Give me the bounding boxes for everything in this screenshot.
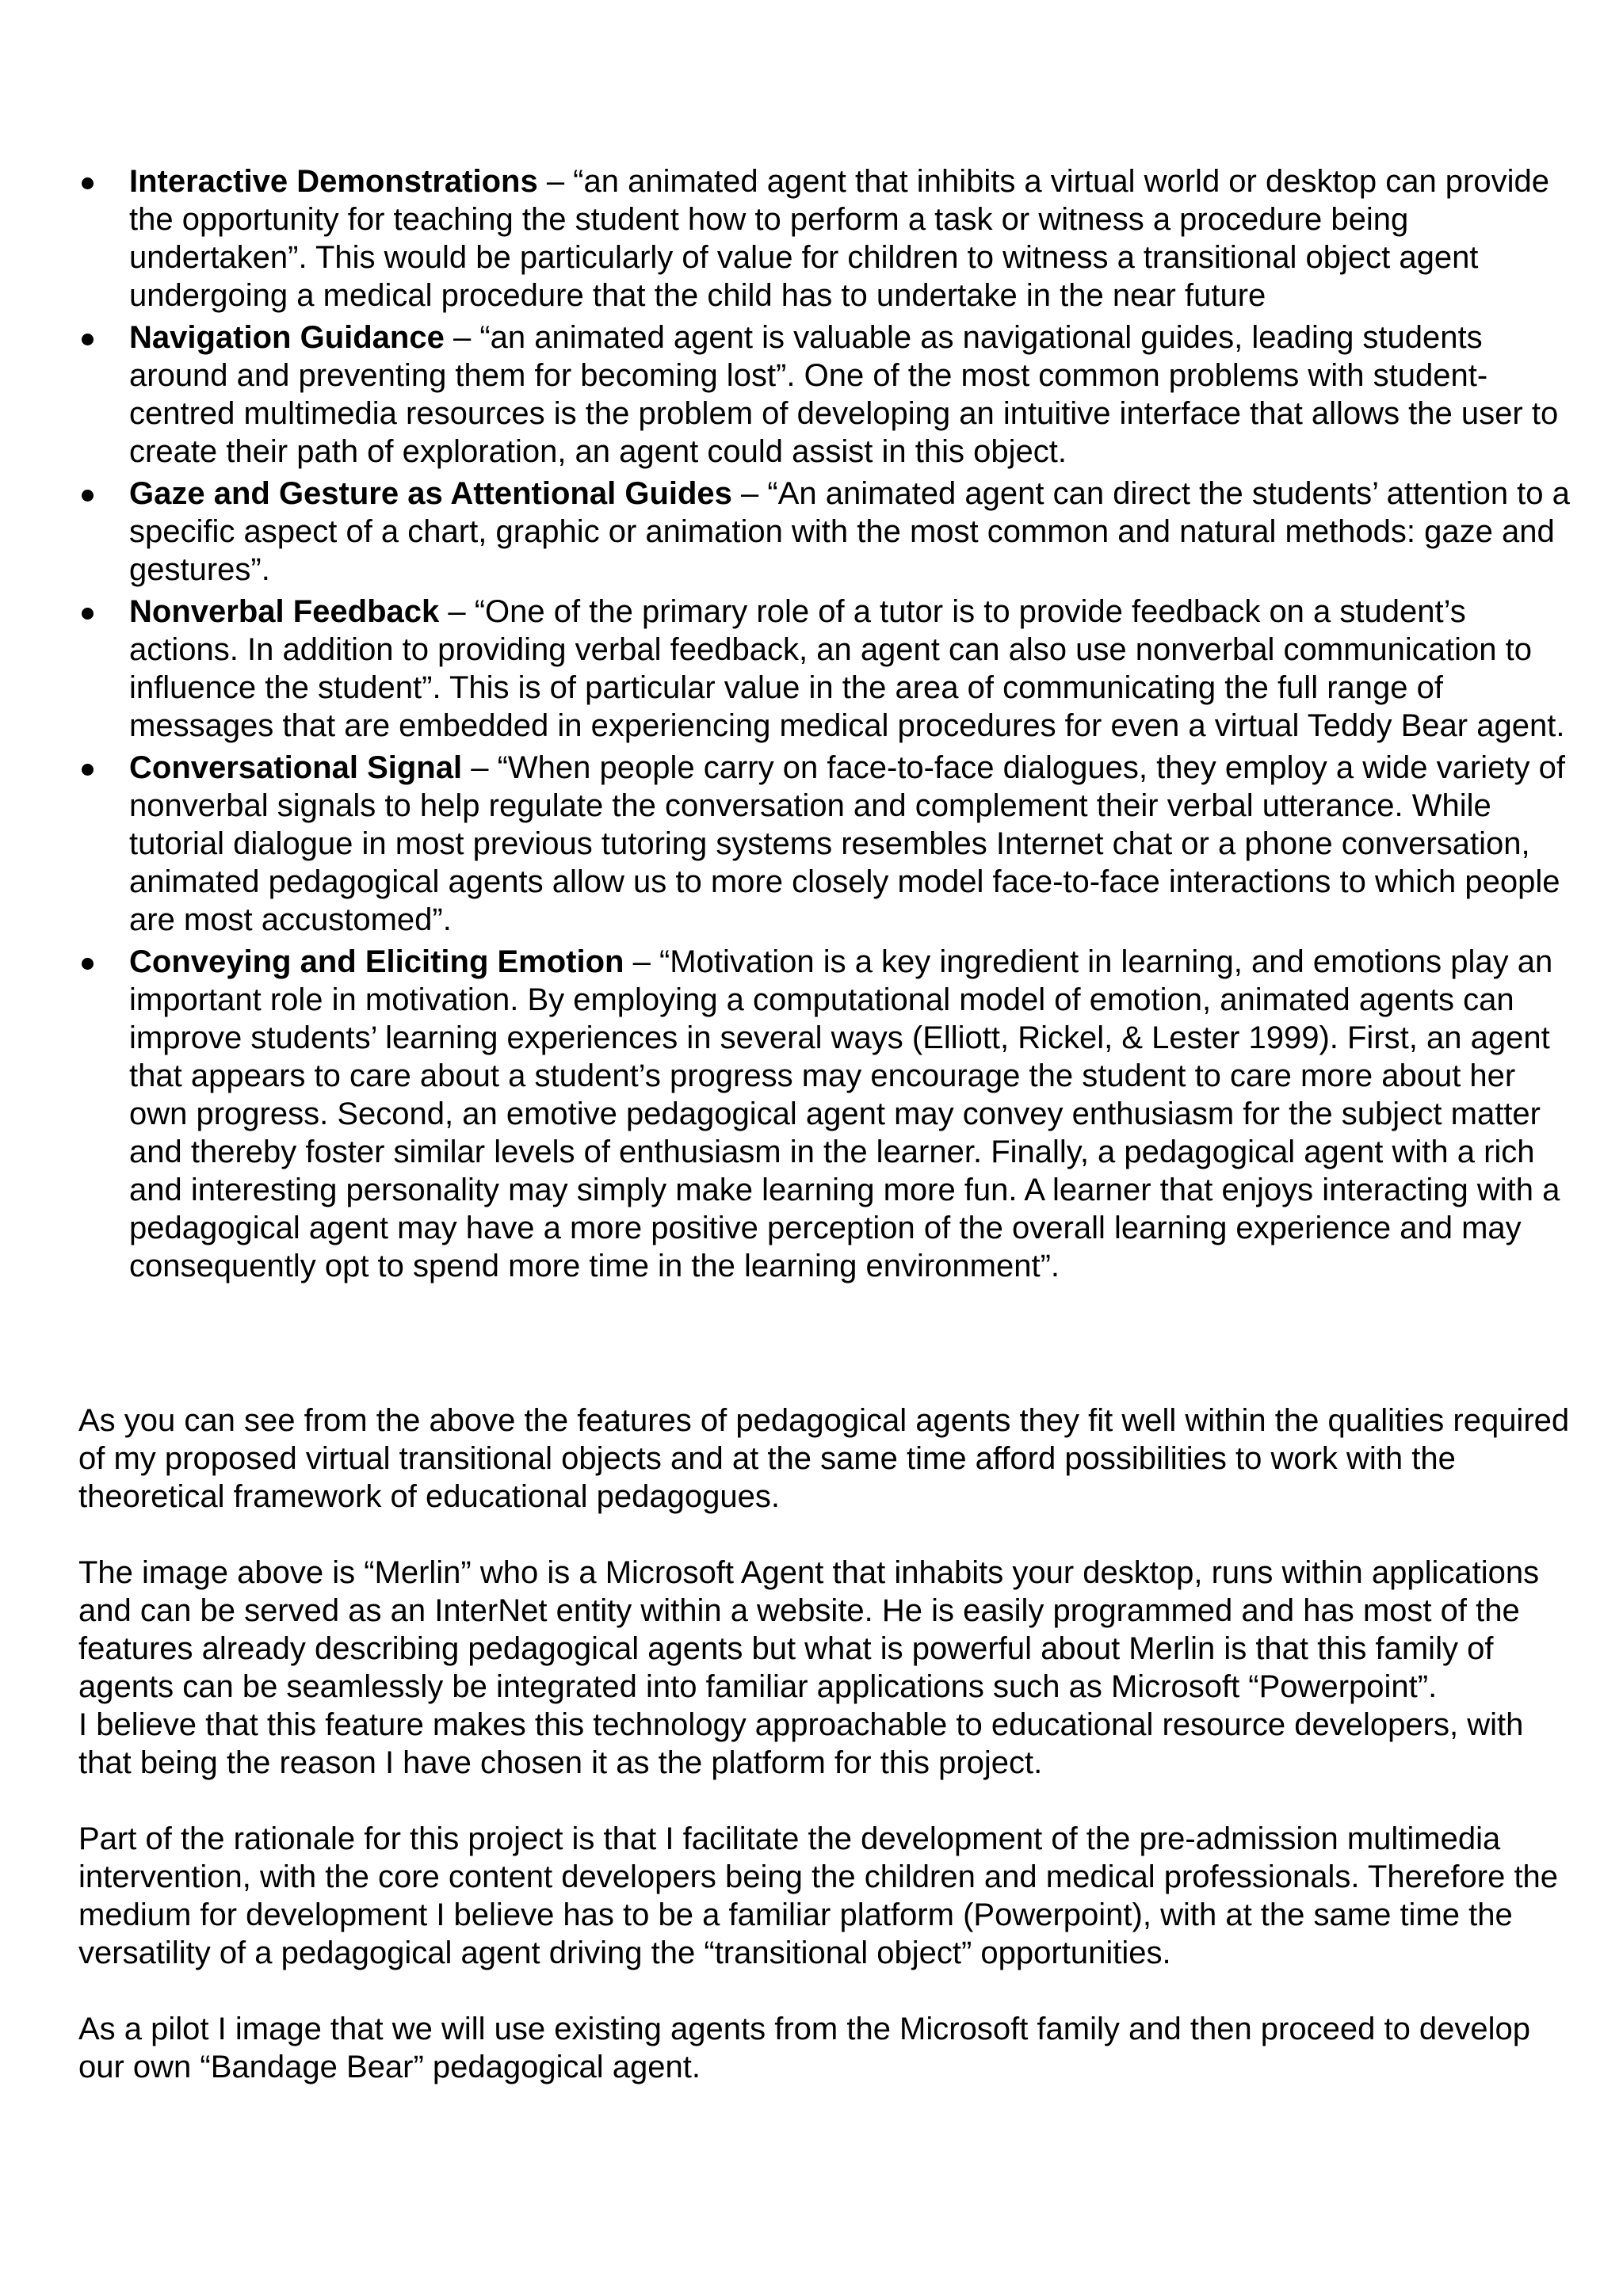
list-item-term: Conveying and Eliciting Emotion [129, 944, 624, 979]
list-item-conveying-emotion [129, 943, 1570, 1285]
list-item-gaze-and-gesture [129, 475, 1570, 589]
list-item-term: Navigation Guidance [129, 320, 445, 355]
agent-features-list [129, 162, 1570, 1289]
bullet-icon [82, 177, 94, 189]
list-item-conversational-signal [129, 749, 1570, 939]
list-item-text: – “An animated agent can direct the students’ attention to a specific aspect of a chart, graphic or animation with the most common and natural methods: gaze and gestures”. [129, 476, 1570, 587]
paragraph-pilot: As a pilot I image that we will use existing agents from the Microsoft family and then proceed to develop our own “Bandage Bear” pedagogical agent. [78, 2012, 1531, 2084]
list-item-term: Conversational Signal [129, 750, 463, 785]
list-item-term: Interactive Demonstrations [129, 164, 538, 199]
list-item-nonverbal-feedback [129, 593, 1570, 745]
list-item-term: Nonverbal Feedback [129, 594, 440, 629]
bullet-icon [82, 334, 94, 345]
bullet-icon [82, 608, 94, 620]
list-item-interactive-demonstrations [129, 162, 1570, 315]
list-item-text: – “One of the primary role of a tutor is to provide feedback on a student’s actions. In addition to providing verbal feedback, an agent can also use nonverbal communication to influence the student”. This is of particular value in the area of communicating the full range of messages that are embedded in experiencing medical procedures for even a virtual Teddy Bear agent. [129, 594, 1565, 743]
list-item-navigation-guidance [129, 318, 1570, 471]
body-text [78, 1402, 1570, 2086]
list-item-text: – “an animated agent is valuable as navigational guides, leading students around and preventing them for becoming lost”. One of the most common problems with student-centred multimedia resources is the problem of developing an intuitive interface that allows the user to create their path of exploration, an agent could assist in this object. [129, 320, 1559, 469]
bullet-icon [82, 764, 94, 776]
paragraph-merlin: The image above is “Merlin” who is a Microsoft Agent that inhabits your desktop, runs within applications and can be served as an InterNet entity within a website. He is easily programmed and has most of the features already describing pedagogical agents but what is powerful about Merlin is that this family of agents can be seamlessly be integrated into familiar applications such as Microsoft “Powerpoint”. [78, 1555, 1540, 1704]
paragraph-features-fit: As you can see from the above the features of pedagogical agents they fit well within the qualities required of my proposed virtual transitional objects and at the same time afford possibilities to work with the theoretical framework of educational pedagogues. [78, 1403, 1570, 1514]
list-item-text: – “Motivation is a key ingredient in learning, and emotions play an important role in motivation. By employing a computational model of emotion, animated agents can improve students’ learning experiences in several ways (Elliott, Rickel, & Lester 1999). First, an agent that appears to care about a student’s progress may encourage the student to care more about her own progress. Second, an emotive pedagogical agent may convey enthusiasm for the subject matter and thereby foster similar levels of enthusiasm in the learner. Finally, a pedagogical agent with a rich and interesting personality may simply make learning more fun. A learner that enjoys interacting with a pedagogical agent may have a more positive perception of the overall learning experience and may consequently opt to spend more time in the learning environment”. [129, 944, 1560, 1283]
paragraph-gap [78, 1972, 1570, 2010]
paragraph-approachable: I believe that this feature makes this technology approachable to educational resource developers, with that being the reason I have chosen it as the platform for this project. [78, 1707, 1524, 1780]
list-item-text: – “an animated agent that inhibits a virtual world or desktop can provide the opportunity for teaching the student how to perform a task or witness a procedure being undertaken”. This would be particularly of value for children to witness a transitional object agent undergoing a medical procedure that the child has to undertake in the near future [129, 164, 1549, 313]
list-item-text: – “When people carry on face-to-face dialogues, they employ a wide variety of nonverbal signals to help regulate the conversation and complement their verbal utterance. While tutorial dialogue in most previous tutoring systems resembles Internet chat or a phone conversation, animated pedagogical agents allow us to more closely model face-to-face interactions to which people are most accustomed”. [129, 750, 1565, 937]
paragraph-gap [78, 1782, 1570, 1820]
list-item-term: Gaze and Gesture as Attentional Guides [129, 476, 732, 511]
bullet-icon [82, 490, 94, 502]
paragraph-gap [78, 1516, 1570, 1554]
paragraph-rationale: Part of the rationale for this project is that I facilitate the development of the pre-admission multimedia intervention, with the core content developers being the children and medical professionals. Therefore the medium for development I believe has to be a familiar platform (Powerpoint), with at the same time the versatility of a pedagogical agent driving the “transitional object” opportunities. [78, 1821, 1559, 1970]
bullet-icon [82, 958, 94, 970]
